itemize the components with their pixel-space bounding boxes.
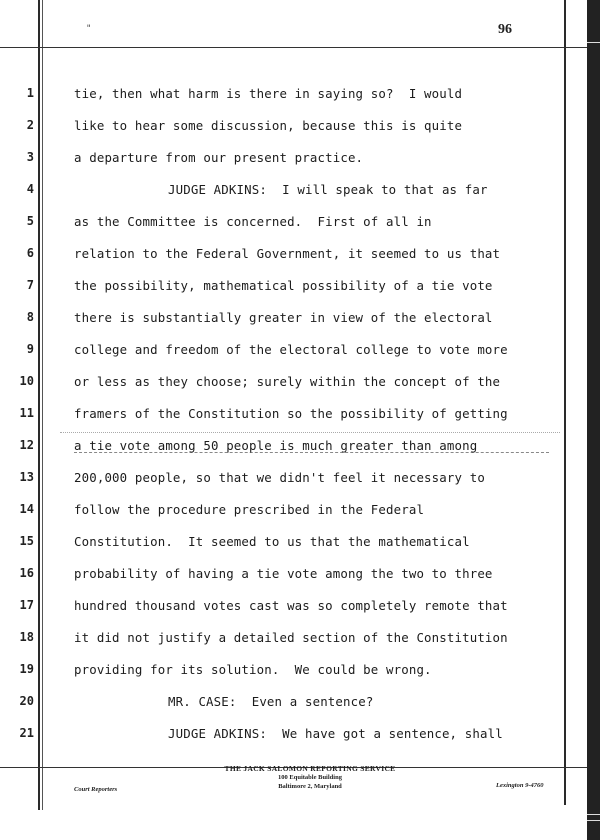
- speaker-line: JUDGE ADKINS: We have got a sentence, shall: [168, 726, 503, 741]
- line-number: 2: [26, 118, 34, 132]
- transcript-line: Constitution. It seemed to us that the mathematical: [74, 534, 470, 549]
- line-number: 7: [26, 278, 34, 292]
- footer-phone: Lexington 9-4760: [496, 782, 544, 789]
- transcript-line: or less as they choose; surely within the concept of the: [74, 374, 501, 389]
- scan-edge-band: [587, 0, 600, 840]
- line-number: 13: [19, 470, 34, 484]
- page-number: 96: [498, 22, 512, 37]
- line-number: 1: [26, 86, 34, 100]
- transcript-line: relation to the Federal Government, it seemed to us that: [74, 246, 501, 261]
- line-number: 19: [19, 662, 34, 676]
- right-margin-rule: [564, 0, 566, 805]
- line-number: 11: [19, 406, 34, 420]
- line-number: 9: [26, 342, 34, 356]
- transcript-line: framers of the Constitution so the possibility of getting: [74, 406, 508, 421]
- line-number: 3: [26, 150, 34, 164]
- line-number: 16: [19, 566, 34, 580]
- transcript-line: college and freedom of the electoral college to vote more: [74, 342, 508, 357]
- transcript-line: like to hear some discussion, because this is quite: [74, 118, 463, 133]
- transcript-line: follow the procedure prescribed in the Federal: [74, 502, 425, 517]
- line-number: 18: [19, 630, 34, 644]
- line-number: 20: [19, 694, 34, 708]
- line-number: 5: [26, 214, 34, 228]
- footer-court-reporters: Court Reporters: [74, 786, 118, 793]
- transcript-line: the possibility, mathematical possibility of a tie vote: [74, 278, 493, 293]
- line-number: 15: [19, 534, 34, 548]
- speaker-line: JUDGE ADKINS: I will speak to that as far: [168, 182, 488, 197]
- transcript-line: as the Committee is concerned. First of all in: [74, 214, 432, 229]
- transcript-line: probability of having a tie vote among the two to three: [74, 566, 493, 581]
- reporter-company: THE JACK SALOMON REPORTING SERVICE: [224, 764, 396, 773]
- line-number: 8: [26, 310, 34, 324]
- reporter-address-line1: 100 Equitable Building: [278, 774, 342, 781]
- line-number: 21: [19, 726, 34, 740]
- line-number: 14: [19, 502, 34, 516]
- transcript-line: there is substantially greater in view of the electoral: [74, 310, 493, 325]
- line-number: 4: [26, 182, 34, 196]
- scan-artifact-line: [60, 432, 560, 433]
- transcript-line: hundred thousand votes cast was so completely remote that: [74, 598, 508, 613]
- speaker-line: MR. CASE: Even a sentence?: [168, 694, 374, 709]
- left-margin-rule-inner: [42, 0, 43, 810]
- transcript-line: a departure from our present practice.: [74, 150, 364, 165]
- transcript-line: a tie vote among 50 people is much greater than among: [74, 438, 478, 453]
- reporter-letterhead: [210, 764, 410, 791]
- line-number: 10: [19, 374, 34, 388]
- reporter-address-line2: Baltimore 2, Maryland: [278, 783, 342, 790]
- transcript-line: it did not justify a detailed section of the Constitution: [74, 630, 508, 645]
- stray-mark: ": [86, 24, 92, 34]
- header-rule: [0, 47, 587, 48]
- transcript-line: providing for its solution. We could be wrong.: [74, 662, 432, 677]
- line-number: 6: [26, 246, 34, 260]
- line-number: 12: [19, 438, 34, 452]
- transcript-line: 200,000 people, so that we didn't feel it necessary to: [74, 470, 485, 485]
- left-margin-rule: [38, 0, 40, 810]
- transcript-line: tie, then what harm is there in saying so? I would: [74, 86, 463, 101]
- line-number: 17: [19, 598, 34, 612]
